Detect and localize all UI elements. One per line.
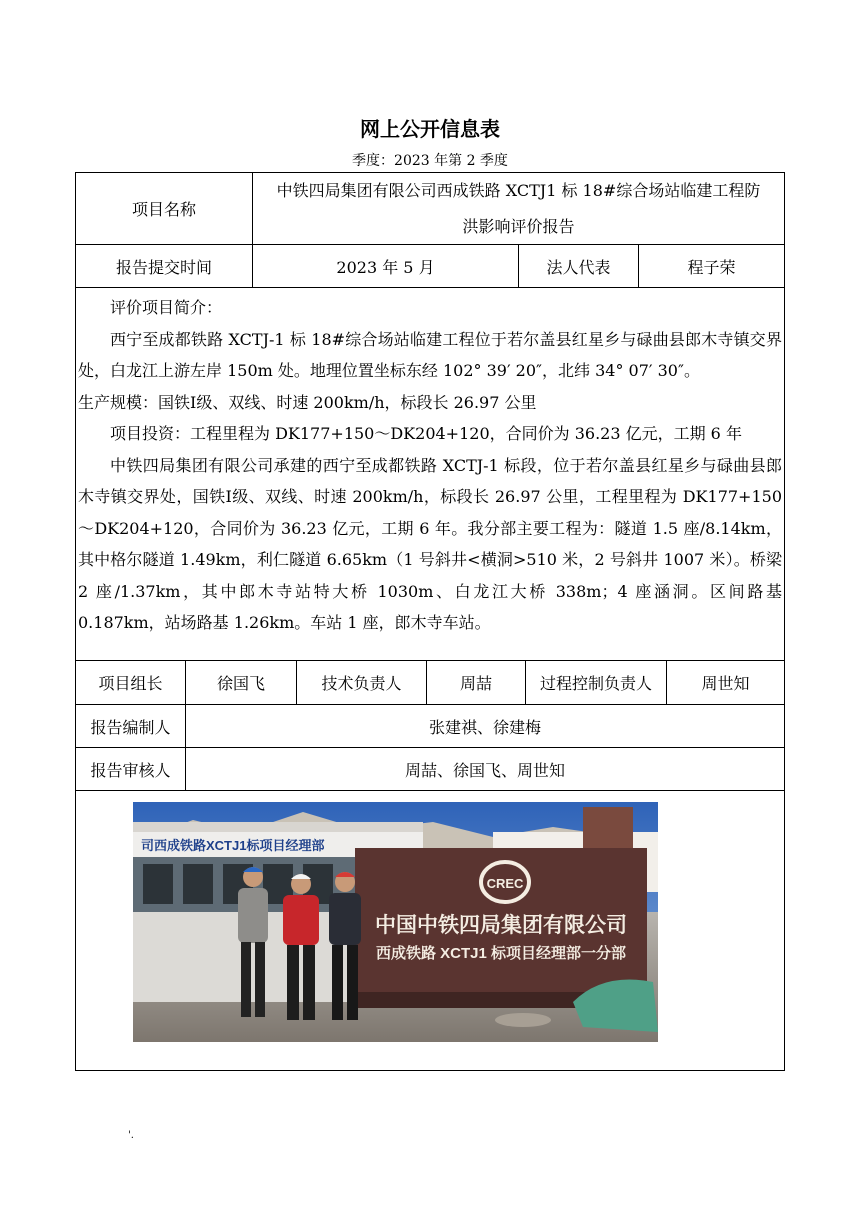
legal-rep-value: 程子荣 <box>687 257 736 277</box>
intro-heading: 评价项目简介： <box>110 298 223 317</box>
submit-time-value: 2023 年 5 月 <box>336 257 435 277</box>
trailing-mark: '. <box>128 1130 134 1141</box>
tech-lead-label: 技术负责人 <box>321 674 402 693</box>
process-lead-label: 过程控制负责人 <box>539 674 652 693</box>
row-divider <box>76 790 784 791</box>
tech-lead-value: 周喆 <box>459 674 492 693</box>
reviewer-label: 报告审核人 <box>90 760 171 780</box>
intro-paragraph: 项目投资：工程里程为 DK177+150～DK204+120，合同价为 36.23 亿元，工期 6 年 <box>110 424 742 443</box>
material-pile <box>495 1013 551 1027</box>
building-roof <box>133 822 423 832</box>
reviewer-value: 周喆、徐国飞、周世知 <box>404 760 565 780</box>
sign-company-name: 中国中铁四局集团有限公司 <box>375 914 627 937</box>
project-name-label: 项目名称 <box>131 200 196 219</box>
row-divider <box>76 287 784 288</box>
intro-paragraph: 生产规模：国铁Ⅰ级、双线、时速 200km/h，标段长 26.97 公里 <box>78 392 537 412</box>
document-title: 网上公开信息表 <box>360 117 500 141</box>
project-name-value <box>253 173 784 244</box>
sign-department: 西成铁路 XCTJ1 标项目经理部一分部 <box>375 945 627 962</box>
intro-paragraph: 西宁至成都铁路 XCTJ-1 标 18#综合场站临建工程位于若尔盖县红星乡与碌曲县郎木寺镇交界处，白龙江上游左岸 150m 处。地理位置坐标东经 102° 39′ 20″，北纬 34° 07′ 30″。 <box>78 329 782 380</box>
team-leader-value: 徐国飞 <box>216 674 265 693</box>
site-photo-illustration <box>133 802 658 1042</box>
site-photo <box>133 802 658 1042</box>
building-sign-text: 司西成铁路XCTJ1标项目经理部 <box>141 838 325 853</box>
intro-paragraph: 中铁四局集团有限公司承建的西宁至成都铁路 XCTJ-1 标段，位于若尔盖县红星乡与碌曲县郎木寺镇交界处，国铁Ⅰ级、双线、时速 200km/h，标段长 26.97 公里，工程里程为 DK177+150～DK204+120，合同价为 36.23 亿元，工期 6 年。我分部主要工程为：隧道 1.5 座/8.14km，其中格尔隧道 1.49km，利仁隧道 6.65km（1 号斜井<横洞>510 米，2 号斜井 1007 米）。桥梁 2 座/1.37km，其中郎木寺站特大桥 1030m、白龙江大桥 338m；4 座涵洞。区间路基 0.187km，站场路基 1.26km。车站 1 座，郎木寺车站。 <box>78 455 782 632</box>
quarter-label: 季度：2023 年第 2 季度 <box>352 153 508 169</box>
process-lead-value: 周世知 <box>701 674 750 693</box>
project-name-line1: 中铁四局集团有限公司西成铁路 XCTJ1 标 18#综合场站临建工程防 <box>276 180 761 200</box>
project-name-line2: 洪影响评价报告 <box>462 216 575 236</box>
info-table <box>75 172 785 1071</box>
team-leader-label: 项目组长 <box>98 674 163 693</box>
compiler-label: 报告编制人 <box>90 717 171 737</box>
compiler-value: 张建祺、徐建梅 <box>428 717 541 737</box>
submit-time-label: 报告提交时间 <box>115 257 212 277</box>
legal-rep-label: 法人代表 <box>546 257 611 277</box>
project-intro <box>76 290 784 639</box>
crec-logo-text: CREC <box>486 876 524 891</box>
